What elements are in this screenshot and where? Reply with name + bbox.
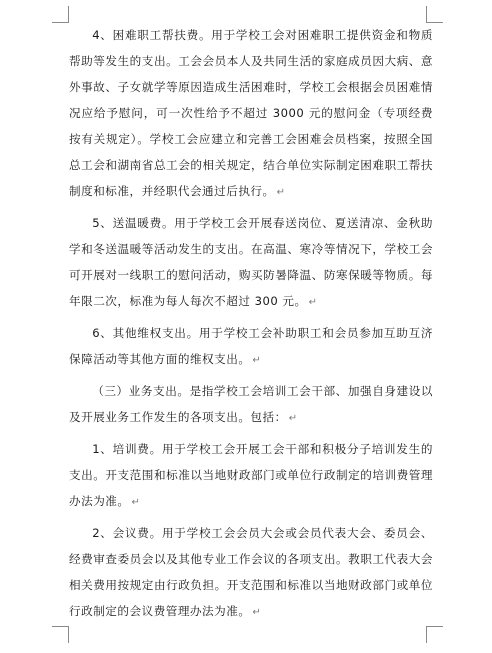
paragraph-training-fee[interactable] <box>69 436 433 516</box>
paragraph-mark-icon: ↵ <box>252 355 262 366</box>
crop-mark-bottom-left <box>52 626 69 643</box>
paragraph-mark-icon: ↵ <box>252 607 262 618</box>
paragraph-hardship-aid[interactable] <box>69 22 433 206</box>
paragraph-text: 2、会议费。用于学校工会会员大会或会员代表大会、委员会、经费审查委员会以及其他专业工作会议的各项支出。教职工代表大会相关费用按规定由行政负担。开支范围和标准以当地财政部门或单位行政制定的会议费管理办法为准。 <box>69 526 433 618</box>
paragraph-text: 1、培训费。用于学校工会开展工会干部和积极分子培训发生的支出。开支范围和标准以当地财政部门或单位行政制定的培训费管理办法为准。 <box>69 442 433 508</box>
crop-mark-top-right <box>426 6 443 23</box>
paragraph-meeting-fee[interactable] <box>69 520 433 626</box>
paragraph-text: （三）业务支出。是指学校工会培训工会干部、加强自身建设以及开展业务工作发生的各项支出。包括： <box>69 384 433 424</box>
crop-mark-top-left <box>52 6 69 23</box>
paragraph-mark-icon: ↵ <box>288 413 298 424</box>
paragraph-mark-icon: ↵ <box>308 297 318 308</box>
paragraph-business-expenses[interactable] <box>69 378 433 432</box>
paragraph-text: 6、其他维权支出。用于学校工会补助职工和会员参加互助互济保障活动等其他方面的维权支出。 <box>69 326 433 366</box>
crop-mark-bottom-right <box>426 626 443 643</box>
paragraph-text: 4、困难职工帮扶费。用于学校工会对困难职工提供资金和物质帮助等发生的支出。工会会员本人及共同生活的家庭成员因大病、意外事故、子女就学等原因造成生活困难时，学校工会根据会员困难情况应给予慰问，可一次性给予不超过 3000 元的慰问金（专项经费按有关规定）。学校工会应建立和完善工会困难会员档案，按照全国总工会和湖南省总工会的相关规定，结合单位实际制定困难职工帮扶制度和标准，并经职代会通过后执行。 <box>69 28 433 198</box>
paragraph-warmth-fee[interactable] <box>69 210 433 316</box>
paragraph-mark-icon: ↵ <box>276 187 286 198</box>
paragraph-text: 5、送温暖费。用于学校工会开展春送岗位、夏送清凉、金秋助学和冬送温暖等活动发生的支出。在高温、寒冷等情况下，学校工会可开展对一线职工的慰问活动，购买防暑降温、防寒保暖等物质。每年限二次，标准为每人每次不超过 300 元。 <box>69 216 433 308</box>
paragraph-other-rights[interactable] <box>69 320 433 374</box>
document-body[interactable] <box>69 22 433 626</box>
paragraph-mark-icon: ↵ <box>131 497 141 508</box>
